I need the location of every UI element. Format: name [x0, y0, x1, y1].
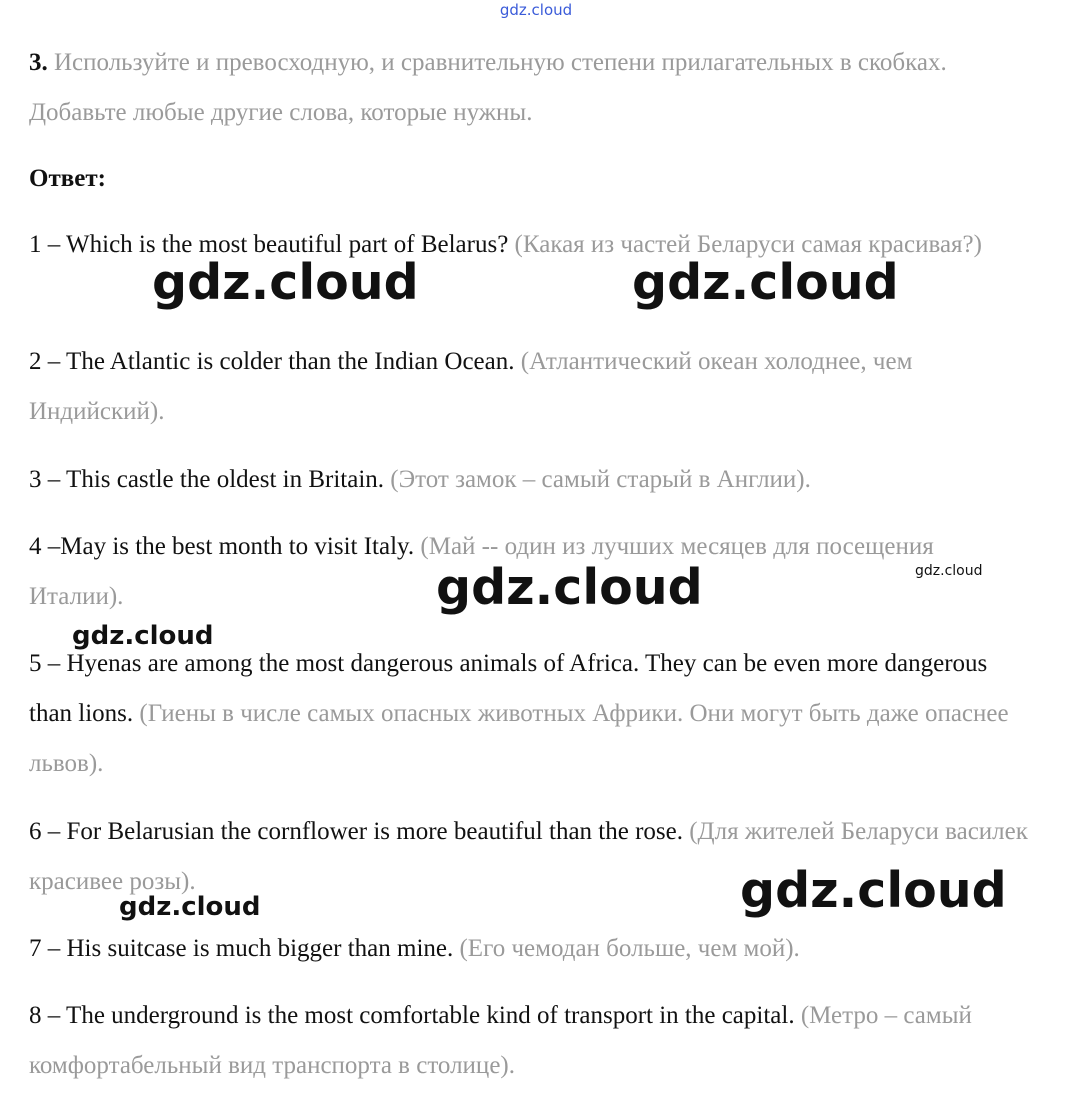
watermark: gdz.cloud	[436, 559, 703, 616]
answer-item	[29, 991, 1029, 1091]
answer-english: 7 – His suitcase is much bigger than mine.	[29, 935, 454, 962]
site-header: gdz.cloud	[499, 1, 573, 19]
answer-translation: (Атлантический океан холоднее, чем Индийский).	[29, 348, 913, 425]
answer-item	[29, 639, 1029, 789]
watermark: gdz.cloud	[740, 862, 1007, 919]
task-number: 3.	[29, 49, 48, 76]
answer-translation: (Его чемодан больше, чем мой).	[459, 935, 800, 962]
answer-english: 1 – Which is the most beautiful part of Belarus?	[29, 231, 509, 258]
answer-translation: (Для жителей Беларуси василек красивее розы).	[29, 818, 1028, 895]
task-instruction: Используйте и превосходную, и сравнительную степени прилагательных в скобках. Добавьте любые другие слова, которые нужны.	[29, 49, 947, 126]
answer-item	[29, 924, 1029, 974]
watermark: gdz.cloud	[915, 563, 983, 579]
answer-translation: (Май -- один из лучших месяцев для посещения Италии).	[29, 533, 934, 610]
answer-english: 4 –May is the best month to visit Italy.	[29, 533, 415, 560]
answer-item	[29, 455, 1029, 505]
answer-translation: (Какая из частей Беларуси самая красивая?)	[514, 231, 982, 258]
answer-heading: Ответ:	[29, 165, 106, 192]
watermark: gdz.cloud	[632, 254, 899, 311]
watermark: gdz.cloud	[119, 892, 261, 922]
answer-translation: (Гиены в числе самых опасных животных Африки. Они могут быть даже опаснее львов).	[29, 700, 1009, 777]
watermark: gdz.cloud	[152, 254, 419, 311]
answer-translation: (Этот замок – самый старый в Англии).	[390, 466, 811, 493]
answer-english: 2 – The Atlantic is colder than the Indian Ocean.	[29, 348, 515, 375]
answer-english: 8 – The underground is the most comfortable kind of transport in the capital.	[29, 1002, 795, 1029]
answer-translation: (Метро – самый комфортабельный вид транспорта в столице).	[29, 1002, 972, 1079]
answer-english: 3 – This castle the oldest in Britain.	[29, 466, 385, 493]
answer-english: 6 – For Belarusian the cornflower is more beautiful than the rose.	[29, 818, 683, 845]
watermark: gdz.cloud	[72, 621, 214, 651]
answer-item	[29, 337, 1029, 437]
answer-english: 5 – Hyenas are among the most dangerous animals of Africa. They can be even more dangerous than lions.	[29, 650, 988, 727]
task-statement	[29, 38, 1019, 138]
